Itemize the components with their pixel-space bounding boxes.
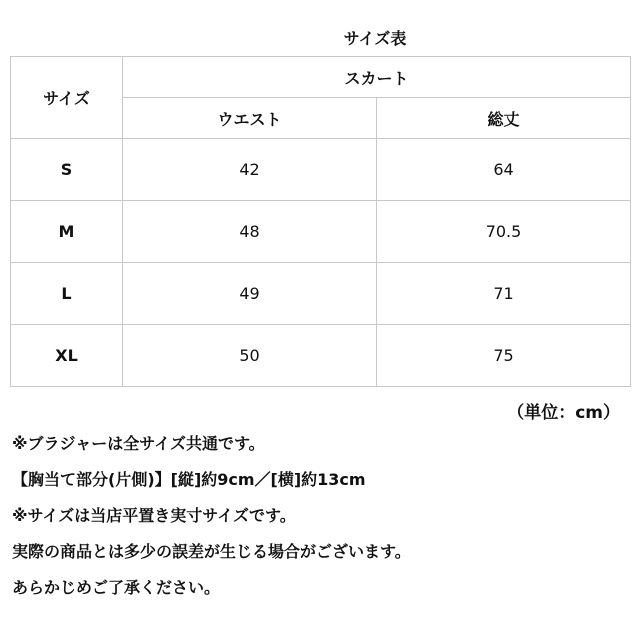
size-cell: M — [11, 201, 123, 263]
table-row — [11, 263, 631, 325]
waist-cell: 42 — [123, 139, 377, 201]
note-measurement: ※サイズは当店平置き実寸サイズです。 — [12, 506, 296, 525]
notes — [12, 434, 636, 614]
unit-label: （単位：cm） — [507, 403, 620, 423]
waist-cell: 49 — [123, 263, 377, 325]
table-header-row — [11, 57, 631, 98]
note-bra-size: ※ブラジャーは全サイズ共通です。 — [12, 434, 265, 453]
size-cell: XL — [11, 325, 123, 387]
table-row — [11, 325, 631, 387]
size-table — [10, 56, 631, 387]
length-cell: 64 — [377, 139, 631, 201]
note-tolerance: 実際の商品とは多少の誤差が生じる場合がございます。 — [12, 542, 411, 561]
size-column-header: サイズ — [11, 57, 123, 139]
waist-cell: 48 — [123, 201, 377, 263]
length-cell: 70.5 — [377, 201, 631, 263]
table-row — [11, 201, 631, 263]
page-title: サイズ表 — [343, 29, 407, 48]
table-row — [11, 139, 631, 201]
size-cell: L — [11, 263, 123, 325]
waist-column-header: ウエスト — [123, 98, 377, 139]
size-cell: S — [11, 139, 123, 201]
length-cell: 75 — [377, 325, 631, 387]
note-acknowledge: あらかじめご了承ください。 — [12, 578, 221, 597]
length-column-header: 総丈 — [377, 98, 631, 139]
waist-cell: 50 — [123, 325, 377, 387]
skirt-group-header: スカート — [123, 57, 631, 98]
note-cup-dimensions: 【胸当て部分(片側)】[縦]約9cm／[横]約13cm — [12, 470, 366, 489]
length-cell: 71 — [377, 263, 631, 325]
